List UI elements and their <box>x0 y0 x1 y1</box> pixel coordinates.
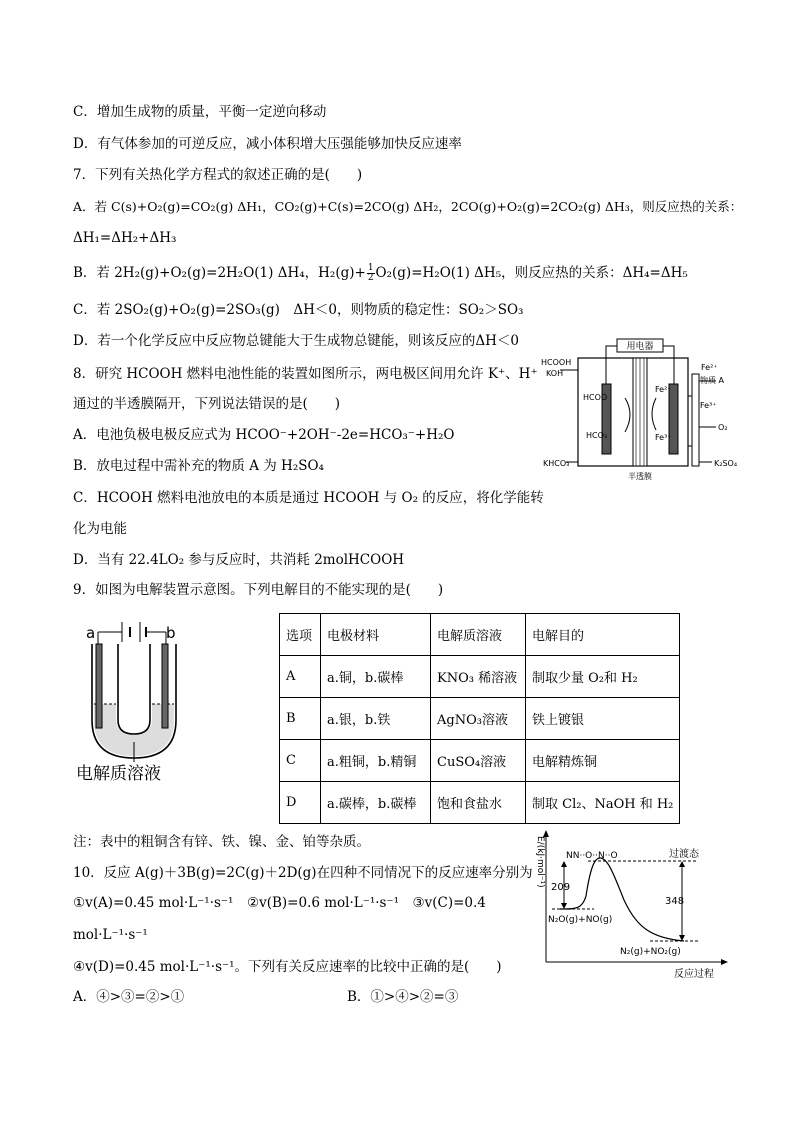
ts-species: NN··O··N··O <box>566 851 618 861</box>
table-cell: B <box>280 698 321 740</box>
option-d-line: D．有气体参加的可逆反应，减小体积增大压强能够加快反应速率 <box>73 136 462 152</box>
products-label: N₂(g)+NO₂(g) <box>620 947 681 957</box>
table-cell: C <box>280 740 321 782</box>
half-fraction <box>367 264 375 283</box>
energy-diagram <box>524 830 746 982</box>
q8-option-c-line2: 化为电能 <box>73 521 127 537</box>
table-cell: 电解精炼铜 <box>526 740 680 782</box>
table-cell: 制取 Cl₂、NaOH 和 H₂ <box>526 782 680 824</box>
u-tube-diagram <box>74 616 202 786</box>
o2-label: O₂ <box>718 423 728 432</box>
option-c-line: C．增加生成物的质量，平衡一定逆向移动 <box>73 104 327 120</box>
question-10-line2: ①v(A)=0.45 mol·L⁻¹·s⁻¹ ②v(B)=0.6 mol·L⁻¹·s⁻¹ ③v(C)=0.4 <box>73 895 486 911</box>
table-cell: KNO₃ 稀溶液 <box>431 656 526 698</box>
fe2-label: Fe²⁺ <box>655 385 672 394</box>
q8-option-c-line1: C．HCOOH 燃料电池放电的本质是通过 HCOOH 与 O₂ 的反应，将化学能转 <box>73 490 544 506</box>
question-8-line2: 通过的半透膜隔开，下列说法错误的是( ) <box>73 396 341 412</box>
table-header-row <box>280 614 680 656</box>
table-row <box>280 656 680 698</box>
table-cell: 饱和食盐水 <box>431 782 526 824</box>
fraction-den: 2 <box>367 273 374 283</box>
fe2-tube-label: Fe²⁺ <box>701 363 718 372</box>
table-cell: 铁上镀银 <box>526 698 680 740</box>
question-9: 9．如图为电解装置示意图。下列电解目的不能实现的是( ) <box>73 582 444 598</box>
table-cell: a.铜，b.碳棒 <box>321 656 431 698</box>
electrolysis-table <box>279 613 680 824</box>
table-note: 注：表中的粗铜含有锌、铁、镍、金、铂等杂质。 <box>73 834 370 850</box>
table-row <box>280 698 680 740</box>
hco3-label: HCO₃ <box>586 431 608 440</box>
electrode-b <box>162 644 168 728</box>
table-cell: a.粗铜，b.精铜 <box>321 740 431 782</box>
u-tube-caption: 电解质溶液 <box>76 764 161 784</box>
fuel-cell-diagram <box>540 336 755 484</box>
q7-option-a: A．若 C(s)+O₂(g)=CO₂(g) ΔH₁，CO₂(g)+C(s)=2CO(g) ΔH₂，2CO(g)+O₂(g)=2CO₂(g) ΔH₃，则反应热的关系： <box>73 199 743 214</box>
x-axis-label: 反应过程 <box>674 969 714 980</box>
right-arrow <box>652 398 656 430</box>
u-tube-inner <box>118 644 150 734</box>
q8-option-b: B．放电过程中需补充的物质 A 为 H₂SO₄ <box>73 458 324 474</box>
table-row <box>280 740 680 782</box>
left-arrow <box>625 398 630 432</box>
wire-left <box>606 346 617 388</box>
substance-a-label: 物质 A <box>700 376 725 385</box>
table-cell: CuSO₄溶液 <box>431 740 526 782</box>
electrode-a-label: a <box>86 624 96 642</box>
k2so4-label: K₂SO₄ <box>714 459 738 468</box>
wire-right <box>663 346 674 388</box>
device-label: 用电器 <box>626 342 654 352</box>
table-cell: 制取少量 O₂和 H₂ <box>526 656 680 698</box>
table-cell: D <box>280 782 321 824</box>
q8-option-a: A．电池负极电极反应式为 HCOO⁻+2OH⁻-2e=HCO₃⁻+H₂O <box>73 427 455 443</box>
reactants-label: N₂O(g)+NO(g) <box>548 915 613 925</box>
membrane-label: 半透膜 <box>628 472 652 481</box>
table-cell: A <box>280 656 321 698</box>
q7-option-a-cont: ΔH₁=ΔH₂+ΔH₃ <box>73 230 177 246</box>
electrode-a <box>96 644 102 728</box>
table-cell: AgNO₃溶液 <box>431 698 526 740</box>
question-10-line1: 10．反应 A(g)＋3B(g)=2C(g)＋2D(g)在四种不同情况下的反应速率分别为 <box>73 865 533 881</box>
question-8-line1: 8．研究 HCOOH 燃料电池性能的装置如图所示，两电极区间用允许 K⁺、H⁺ <box>73 366 538 382</box>
right-electrode <box>669 384 678 454</box>
side-tube <box>692 374 699 466</box>
table-header: 电解质溶液 <box>431 614 526 656</box>
question-7: 7．下列有关热化学方程式的叙述正确的是( ) <box>73 167 363 183</box>
table-header: 电极材料 <box>321 614 431 656</box>
fe3-label: Fe³⁺ <box>655 433 672 442</box>
question-10-line4: ④v(D)=0.45 mol·L⁻¹·s⁻¹。下列有关反应速率的比较中正确的是( ) <box>73 959 502 975</box>
y-axis-label: E/(kJ·mol⁻¹) <box>535 836 545 888</box>
q10-option-b: B．①>④>②=③ <box>347 989 459 1005</box>
ea-value: 209 <box>551 882 571 893</box>
q7-option-c: C．若 2SO₂(g)+O₂(g)=2SO₃(g) ΔH＜0，则物质的稳定性：SO₂＞SO₃ <box>73 302 524 318</box>
table-cell: a.银，b.铁 <box>321 698 431 740</box>
table-header: 电解目的 <box>526 614 680 656</box>
hcoo-label: HCOO <box>583 393 608 402</box>
q8-option-d: D．当有 22.4LO₂ 参与反应时，共消耗 2molHCOOH <box>73 552 405 568</box>
table-header: 选项 <box>280 614 321 656</box>
table-cell: a.碳棒，b.碳棒 <box>321 782 431 824</box>
fe3-tube-label: Fe³⁺ <box>700 401 717 410</box>
q7-option-b <box>73 264 688 283</box>
ts-label: 过渡态 <box>669 849 699 860</box>
q7b-post: O₂(g)=H₂O(1) ΔH₅，则反应热的关系：ΔH₄=ΔH₅ <box>375 265 688 281</box>
table-row <box>280 782 680 824</box>
question-10-line3: mol·L⁻¹·s⁻¹ <box>73 927 148 943</box>
dh-value: 348 <box>665 896 685 907</box>
inlet-koh: KOH <box>546 369 564 378</box>
inlet-hcooh: HCOOH <box>541 358 572 367</box>
q10-option-a: A．④>③=②>① <box>73 989 185 1005</box>
electrode-b-label: b <box>166 624 176 642</box>
outlet-khco3: KHCO₃ <box>543 459 570 468</box>
fraction-num: 1 <box>367 263 374 273</box>
q7b-pre: B．若 2H₂(g)+O₂(g)=2H₂O(1) ΔH₄，H₂(g)+ <box>73 265 366 281</box>
q7-option-d: D．若一个化学反应中反应物总键能大于生成物总键能，则该反应的ΔH＜0 <box>73 333 519 349</box>
